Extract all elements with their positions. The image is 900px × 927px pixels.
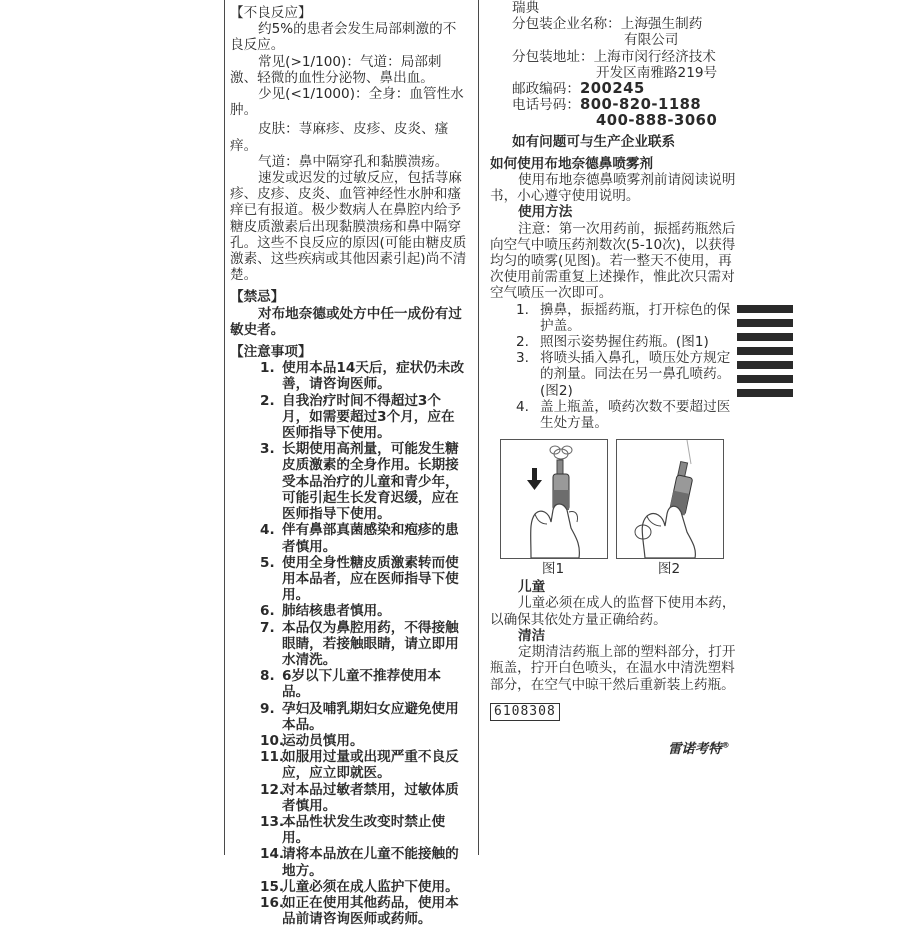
- adverse-skin: 皮肤：荨麻疹、皮疹、皮炎、瘙痒。: [230, 121, 449, 154]
- precaution-item: [230, 879, 468, 895]
- children-title: 儿童: [518, 579, 546, 596]
- packager-address-label: 分包装地址：: [512, 48, 594, 65]
- howto-intro: 使用布地奈德鼻喷雾剂前请阅读说明书，小心遵守使用说明。: [490, 172, 736, 205]
- adverse-delayed: 速发或迟发的过敏反应，包括荨麻疹、皮疹、皮炎、血管神经性水肿和瘙痒已有报道。极少数病人在鼻腔内给予糖皮质激素后出现黏膜溃疡和鼻中隔穿孔。这些不良反应的原因(可能由糖皮质激素、这些疾病或其他因素引起)尚不清楚。: [230, 170, 467, 284]
- figure-2-caption: 图2: [657, 561, 681, 578]
- adverse-common: 常见(>1/100)：气道：局部刺激、轻微的血性分泌物、鼻出血。: [230, 53, 442, 86]
- precaution-item-text: 如正在使用其他药品，使用本品前请咨询医师或药师。: [282, 894, 459, 927]
- postcode-label: 邮政编码：: [512, 81, 580, 98]
- precaution-item-number: 10.: [260, 732, 285, 749]
- usage-step-text: 将喷头插入鼻孔，喷压处方规定的剂量。同法在另一鼻孔喷药。(图2): [540, 350, 731, 399]
- registration-bar: [737, 361, 793, 369]
- precaution-item-number: 8.: [260, 668, 275, 685]
- cleaning-title: 清洁: [518, 627, 546, 644]
- precautions-section: [230, 344, 468, 927]
- precaution-item: [230, 668, 468, 700]
- precaution-item: [230, 701, 468, 733]
- packager-address-line2: 开发区南雅路219号: [596, 64, 718, 81]
- usage-step-text: 照图示姿势握住药瓶。(图1): [540, 334, 709, 351]
- precaution-item-text: 儿童必须在成人监护下使用。: [282, 878, 459, 895]
- usage-step-number: 4.: [516, 398, 529, 415]
- usage-step: [490, 334, 740, 350]
- usage-step-text: 擤鼻，振摇药瓶，打开棕色的保护盖。: [540, 301, 731, 334]
- precaution-item: [230, 360, 468, 392]
- figure-1-frame: [500, 439, 608, 559]
- packager-name-line1: 上海强生制药: [620, 16, 703, 33]
- precautions-list: [230, 360, 468, 927]
- precaution-item: [230, 555, 468, 604]
- precaution-item: [230, 895, 468, 927]
- right-column: [490, 0, 740, 721]
- product-code-box: 6108308: [490, 703, 560, 721]
- precautions-title: 【注意事项】: [230, 344, 312, 361]
- precaution-item-number: 3.: [260, 441, 275, 458]
- usage-steps-list: [490, 302, 740, 432]
- precaution-item-text: 如服用过量或出现严重不良反应，应立即就医。: [282, 749, 459, 782]
- method-title: 使用方法: [518, 204, 573, 221]
- brand-text: 雷诺考特: [668, 742, 722, 757]
- precaution-item-text: 运动员慎用。: [282, 732, 364, 749]
- howto-title: 如何使用布地奈德鼻喷雾剂: [490, 155, 654, 172]
- packager-info: [490, 16, 740, 150]
- precaution-item-number: 11.: [260, 749, 285, 766]
- precaution-item: [230, 522, 468, 554]
- adverse-airway: 气道：鼻中隔穿孔和黏膜溃疡。: [258, 153, 449, 170]
- packager-name-label: 分包装企业名称：: [512, 16, 621, 33]
- precaution-item: [230, 620, 468, 669]
- registered-mark: ®: [721, 740, 730, 750]
- figure-1-caption: 图1: [541, 561, 565, 578]
- usage-step-text: 盖上瓶盖，喷药次数不要超过医生处方量。: [540, 398, 731, 432]
- precaution-item-text: 长期使用高剂量，可能发生糖皮质激素的全身作用。长期接受本品治疗的儿童和青少年，可能引起生长发育迟缓，应在医师指导下使用。: [282, 441, 459, 523]
- usage-figures: [490, 439, 740, 579]
- figure-2-frame: [616, 439, 724, 559]
- children-text: 儿童必须在成人的监督下使用本药，以确保其依处方量正确给药。: [490, 595, 736, 628]
- precaution-item: [230, 603, 468, 619]
- precaution-item-text: 对本品过敏者禁用，过敏体质者慎用。: [282, 781, 459, 814]
- precaution-item-number: 1.: [260, 360, 275, 377]
- usage-step: [490, 399, 740, 431]
- adverse-intro: 约5%的患者会发生局部刺激的不良反应。: [230, 21, 457, 54]
- method-note: 注意：第一次用药前，振摇药瓶然后向空气中喷压药剂数次(5-10次)，以获得均匀的喷雾(见图)。若一整天不使用，再次使用前需重复上述操作，惟此次只需对空气喷压一次即可。: [490, 220, 736, 302]
- precaution-item-text: 本品性状发生改变时禁止使用。: [282, 813, 446, 847]
- phone-value-1: 800-820-1188: [579, 96, 702, 114]
- usage-step-number: 3.: [516, 350, 529, 367]
- precaution-item-number: 4.: [260, 522, 275, 539]
- registration-bar: [737, 347, 793, 355]
- precaution-item-text: 自我治疗时间不得超过3个月，如需要超过3个月，应在医师指导下使用。: [282, 392, 455, 442]
- contraindications-section: [230, 289, 468, 338]
- precaution-item-text: 伴有鼻部真菌感染和疱疹的患者慎用。: [282, 522, 459, 555]
- phone-label: 电话号码：: [512, 97, 580, 114]
- registration-bar: [737, 389, 793, 397]
- precaution-item-number: 16.: [260, 894, 285, 911]
- brand-name: [668, 738, 730, 757]
- figure-1-illustration: [501, 440, 607, 558]
- precaution-item-text: 孕妇及哺乳期妇女应避免使用本品。: [282, 700, 459, 733]
- packager-address-line1: 上海市闵行经济技术: [593, 48, 716, 65]
- phone-value-2: 400-888-3060: [596, 112, 718, 130]
- left-divider-line: [224, 0, 225, 855]
- registration-bar: [737, 333, 793, 341]
- contra-title: 【禁忌】: [230, 289, 285, 306]
- precaution-item: [230, 733, 468, 749]
- contact-note: 如有问题可与生产企业联系: [512, 133, 676, 150]
- figure-2-illustration: [617, 440, 723, 558]
- registration-bar: [737, 375, 793, 383]
- contra-text: 对布地奈德或处方中任一成份有过敏史者。: [230, 305, 462, 338]
- adverse-reactions-section: [230, 5, 468, 283]
- precaution-item: [230, 393, 468, 442]
- registration-bar: [737, 305, 793, 313]
- adverse-rare: 少见(<1/1000)：全身：血管性水肿。: [230, 86, 464, 119]
- usage-step: [490, 302, 740, 334]
- precaution-item: [230, 782, 468, 814]
- precaution-item-number: 2.: [260, 392, 275, 409]
- precaution-item: [230, 749, 468, 781]
- adverse-title: 【不良反应】: [230, 5, 312, 21]
- usage-step: [490, 350, 740, 399]
- precaution-item: [230, 846, 468, 878]
- registration-bar: [737, 319, 793, 327]
- precaution-item-number: 7.: [260, 619, 275, 636]
- left-column: [230, 5, 468, 927]
- origin-country: 瑞典: [512, 0, 540, 16]
- cleaning-text: 定期清洁药瓶上部的塑料部分，打开瓶盖，拧开白色喷头，在温水中清洗塑料部分，在空气中晾干然后重新装上药瓶。: [490, 644, 736, 693]
- usage-step-number: 1.: [516, 301, 529, 318]
- precaution-item: [230, 814, 468, 846]
- precaution-item-number: 15.: [260, 878, 285, 895]
- precaution-item-text: 使用全身性糖皮质激素转而使用本品者，应在医师指导下使用。: [282, 554, 459, 604]
- precaution-item-number: 13.: [260, 813, 285, 830]
- precaution-item-number: 9.: [260, 700, 275, 717]
- precaution-item-text: 请将本品放在儿童不能接触的地方。: [282, 846, 459, 879]
- center-divider-line: [478, 0, 479, 855]
- precaution-item-number: 12.: [260, 781, 285, 798]
- precaution-item-number: 6.: [260, 603, 275, 620]
- precaution-item-text: 本品仅为鼻腔用药，不得接触眼睛，若接触眼睛，请立即用水清洗。: [282, 619, 459, 668]
- precaution-item: [230, 441, 468, 522]
- postcode-value: 200245: [579, 80, 645, 98]
- precaution-item-text: 6岁以下儿童不推荐使用本品。: [282, 668, 441, 701]
- precaution-item-number: 14.: [260, 846, 285, 863]
- usage-step-number: 2.: [516, 334, 529, 351]
- packager-name-line2: 有限公司: [624, 32, 679, 49]
- precaution-item-number: 5.: [260, 554, 275, 571]
- precaution-item-text: 肺结核患者慎用。: [282, 603, 391, 620]
- precaution-item-text: 使用本品14天后，症状仍未改善，请咨询医师。: [282, 360, 465, 393]
- print-registration-bars: [737, 305, 793, 403]
